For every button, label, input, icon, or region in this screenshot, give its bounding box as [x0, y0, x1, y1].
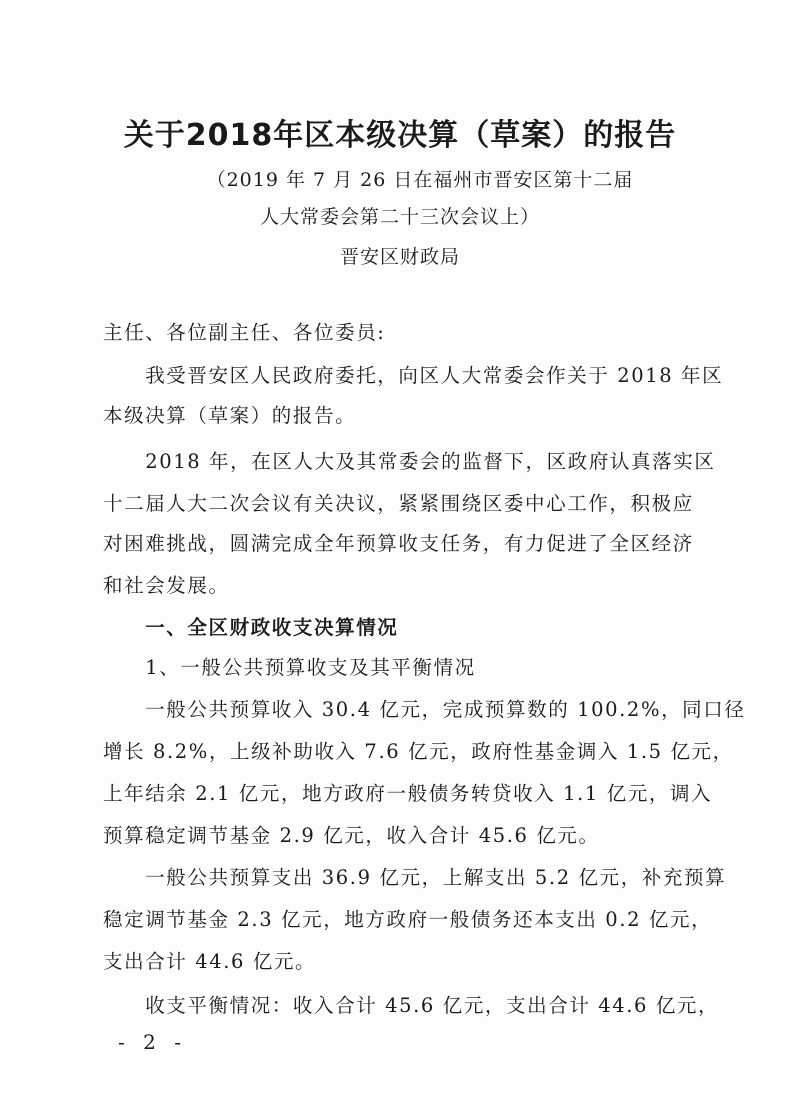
salutation: 主任、各位副主任、各位委员:: [103, 321, 386, 344]
author-line: 晋安区财政局: [339, 246, 460, 268]
body-line: 我受晋安区人民政府委托，向区人大常委会作关于 2018 年区: [103, 364, 724, 387]
body-line: 对困难挑战，圆满完成全年预算收支任务，有力促进了全区经济: [103, 532, 694, 555]
body-line: 和社会发展。: [103, 574, 230, 597]
page-number: - 2 -: [118, 1030, 187, 1054]
subsection-heading: 1、一般公共预算收支及其平衡情况: [103, 656, 476, 679]
income-line: 上年结余 2.1 亿元，地方政府一般债务转贷收入 1.1 亿元，调入: [103, 782, 713, 805]
section-heading: 一、全区财政收支决算情况: [103, 616, 399, 639]
body-line: 本级决算（草案）的报告。: [103, 404, 357, 427]
body-line: 2018 年，在区人大及其常委会的监督下，区政府认真落实区: [103, 450, 716, 473]
income-line: 一般公共预算收入 30.4 亿元，完成预算数的 100.2%，同口径: [103, 698, 746, 721]
subtitle-line-2: 人大常委会第二十三次会议上）: [259, 206, 540, 228]
expense-line: 稳定调节基金 2.3 亿元，地方政府一般债务还本支出 0.2 亿元，: [103, 908, 713, 931]
expense-line: 支出合计 44.6 亿元。: [103, 950, 317, 973]
expense-line: 一般公共预算支出 36.9 亿元，上解支出 5.2 亿元，补充预算: [103, 866, 727, 889]
income-line: 预算稳定调节基金 2.9 亿元，收入合计 45.6 亿元。: [103, 824, 600, 847]
income-line: 增长 8.2%，上级补助收入 7.6 亿元，政府性基金调入 1.5 亿元，: [103, 740, 734, 763]
subtitle-line-1: （2019 年 7 月 26 日在福州市晋安区第十二届: [206, 169, 634, 191]
body-line: 十二届人大二次会议有关决议，紧紧围绕区委中心工作，积极应: [103, 492, 694, 515]
document-title: 关于2018年区本级决算（草案）的报告: [123, 118, 677, 153]
balance-line: 收支平衡情况：收入合计 45.6 亿元，支出合计 44.6 亿元，: [103, 994, 720, 1017]
